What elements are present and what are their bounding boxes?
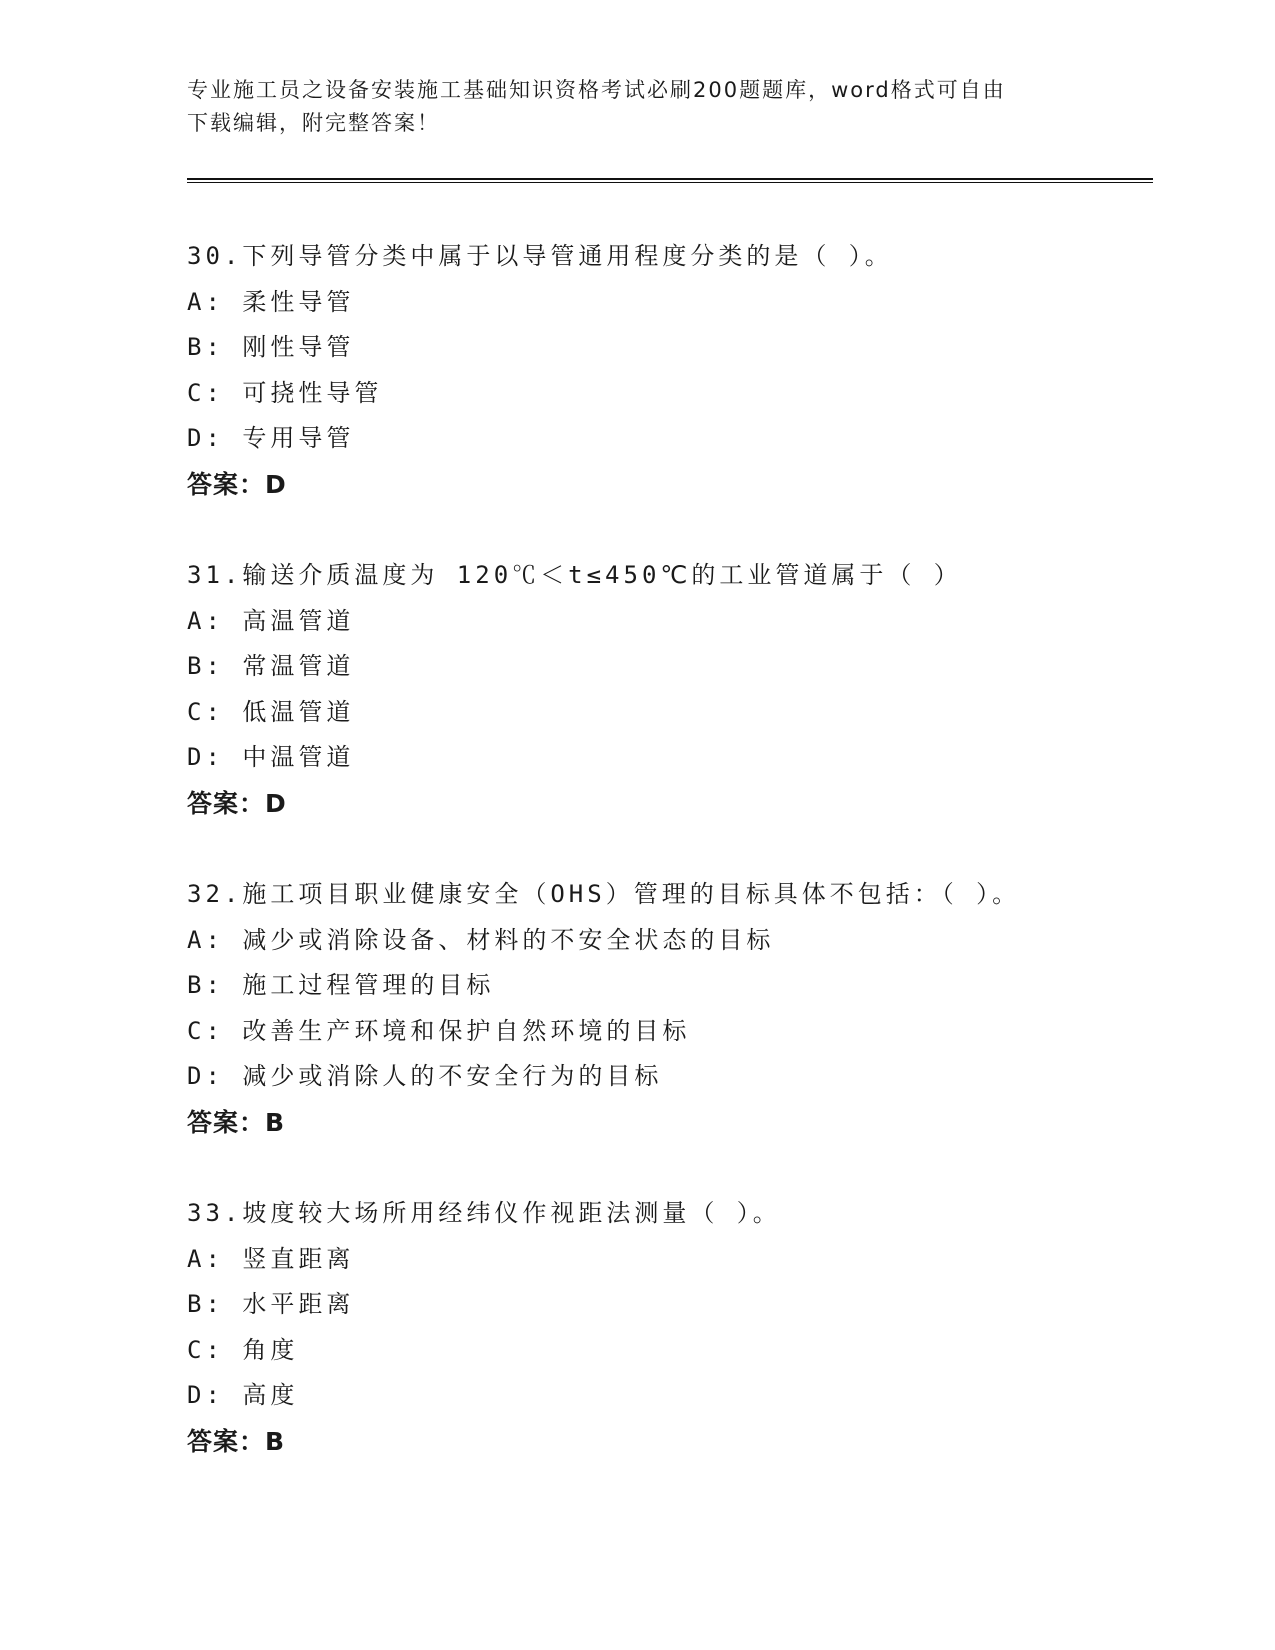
option-c: C: 角度: [187, 1335, 299, 1364]
question-stem: 33.坡度较大场所用经纬仪作视距法测量（ ）。: [187, 1199, 781, 1227]
option-c: C: 可挠性导管: [187, 378, 383, 407]
header-divider-thin: [187, 182, 1153, 183]
option-d: D: 减少或消除人的不安全行为的目标: [187, 1062, 663, 1090]
answer-line: 答案：D: [187, 788, 287, 818]
option-b: B: 施工过程管理的目标: [187, 971, 495, 999]
option-a: A: 柔性导管: [187, 287, 355, 316]
answer-line: 答案：B: [187, 1107, 286, 1137]
answer-line: 答案：B: [187, 1426, 286, 1456]
question-31: [187, 553, 1187, 826]
option-a: A: 竖直距离: [187, 1244, 355, 1273]
option-a: A: 减少或消除设备、材料的不安全状态的目标: [187, 925, 775, 954]
question-33: [187, 1191, 1187, 1464]
question-stem: 32.施工项目职业健康安全（OHS）管理的目标具体不包括：（ ）。: [187, 880, 1021, 908]
question-stem: 30.下列导管分类中属于以导管通用程度分类的是（ ）。: [187, 242, 893, 270]
answer-line: 答案：D: [187, 469, 287, 499]
option-c: C: 低温管道: [187, 697, 355, 726]
option-a: A: 高温管道: [187, 606, 355, 635]
header-divider-thick: [187, 178, 1153, 180]
option-c: C: 改善生产环境和保护自然环境的目标: [187, 1016, 691, 1045]
option-b: B: 刚性导管: [187, 333, 355, 361]
option-b: B: 水平距离: [187, 1290, 355, 1318]
option-d: D: 中温管道: [187, 743, 355, 771]
question-32: [187, 872, 1187, 1145]
header-line-2: 下载编辑，附完整答案！: [187, 111, 440, 135]
question-stem: 31.输送介质温度为 120℃＜t≤450℃的工业管道属于（ ）: [187, 561, 962, 589]
option-d: D: 高度: [187, 1381, 299, 1409]
option-d: D: 专用导管: [187, 424, 355, 452]
option-b: B: 常温管道: [187, 652, 355, 680]
document-header: [187, 74, 1067, 140]
header-line-1: 专业施工员之设备安装施工基础知识资格考试必刷200题题库，word格式可自由: [187, 78, 1006, 102]
question-30: [187, 234, 1187, 507]
